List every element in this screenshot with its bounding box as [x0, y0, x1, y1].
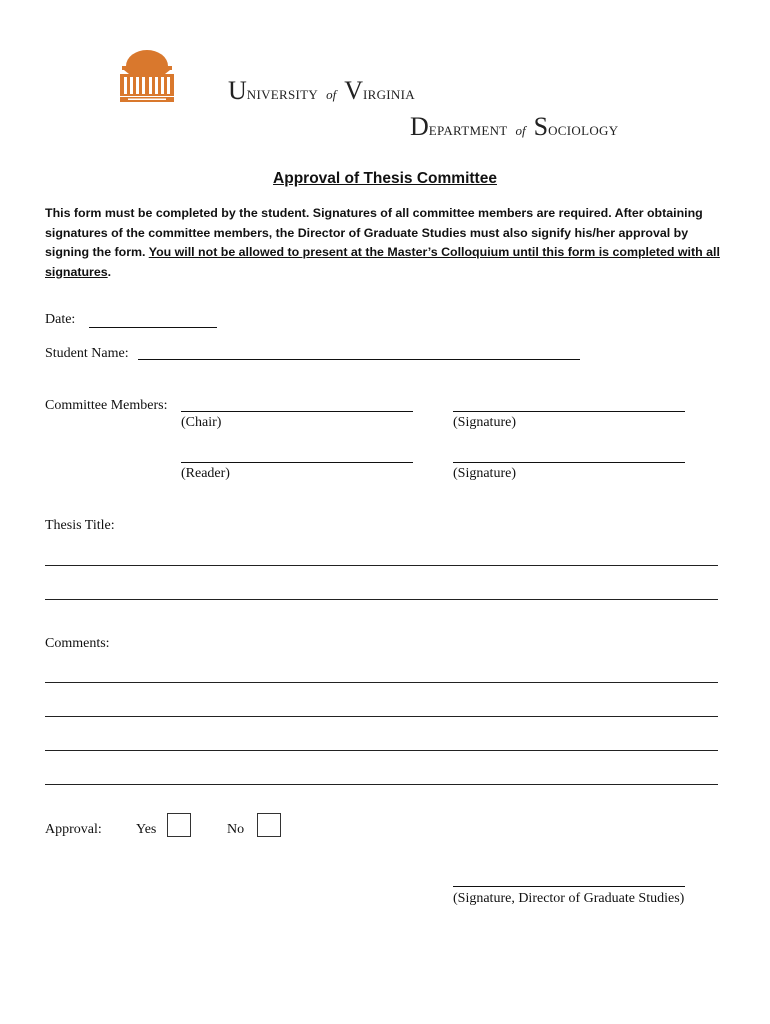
reader-signature-line[interactable] [453, 462, 685, 463]
univ-initial-v: V [344, 76, 363, 105]
chair-label: (Chair) [181, 415, 222, 430]
chair-line[interactable] [181, 411, 413, 412]
dept-initial-d: D [410, 112, 429, 141]
no-label: No [227, 822, 245, 837]
instructions-underlined: You will not be allowed to present at the Master’s Colloquium until this form is completed with all signatures [45, 245, 720, 279]
yes-label: Yes [136, 822, 157, 837]
no-checkbox[interactable] [257, 813, 281, 837]
form-title: Approval of Thesis Committee [273, 170, 497, 187]
yes-checkbox[interactable] [167, 813, 191, 837]
chair-signature-label: (Signature) [453, 415, 516, 430]
thesis-title-line-1[interactable] [45, 565, 718, 566]
date-label: Date: [45, 312, 76, 327]
chair-signature-line[interactable] [453, 411, 685, 412]
reader-line[interactable] [181, 462, 413, 463]
comments-label: Comments: [45, 636, 110, 651]
university-name [228, 78, 415, 104]
committee-members-label: Committee Members: [45, 398, 168, 413]
approval-label: Approval: [45, 822, 102, 837]
reader-label: (Reader) [181, 466, 230, 481]
comments-line-2[interactable] [45, 716, 718, 717]
dept-rest-s: OCIOLOGY [548, 123, 619, 138]
univ-initial-u: U [228, 76, 247, 105]
comments-line-1[interactable] [45, 682, 718, 683]
thesis-title-line-2[interactable] [45, 599, 718, 600]
univ-of: of [326, 87, 337, 102]
dept-initial-s: S [533, 112, 549, 141]
director-signature-line[interactable] [453, 886, 685, 887]
dept-of: of [515, 123, 526, 138]
univ-rest-v: IRGINIA [363, 87, 415, 102]
comments-line-4[interactable] [45, 784, 718, 785]
date-line[interactable] [89, 327, 217, 328]
university-logo [118, 44, 176, 102]
director-signature-label: (Signature, Director of Graduate Studies) [453, 891, 685, 906]
instructions [45, 204, 725, 282]
thesis-title-label: Thesis Title: [45, 518, 115, 533]
instructions-plain: This form must be completed by the student. Signatures of all committee members are required. After obtaining signatures of the committee members, the Director of Graduate Studies must also signify his/her approval by signing the form. [45, 206, 703, 259]
instructions-end: . [107, 264, 112, 279]
reader-signature-label: (Signature) [453, 466, 516, 481]
department-name [410, 114, 618, 140]
univ-rest-u: NIVERSITY [246, 87, 319, 102]
comments-line-3[interactable] [45, 750, 718, 751]
dept-rest-d: EPARTMENT [428, 123, 508, 138]
student-name-label: Student Name: [45, 346, 129, 361]
student-name-line[interactable] [138, 359, 580, 360]
